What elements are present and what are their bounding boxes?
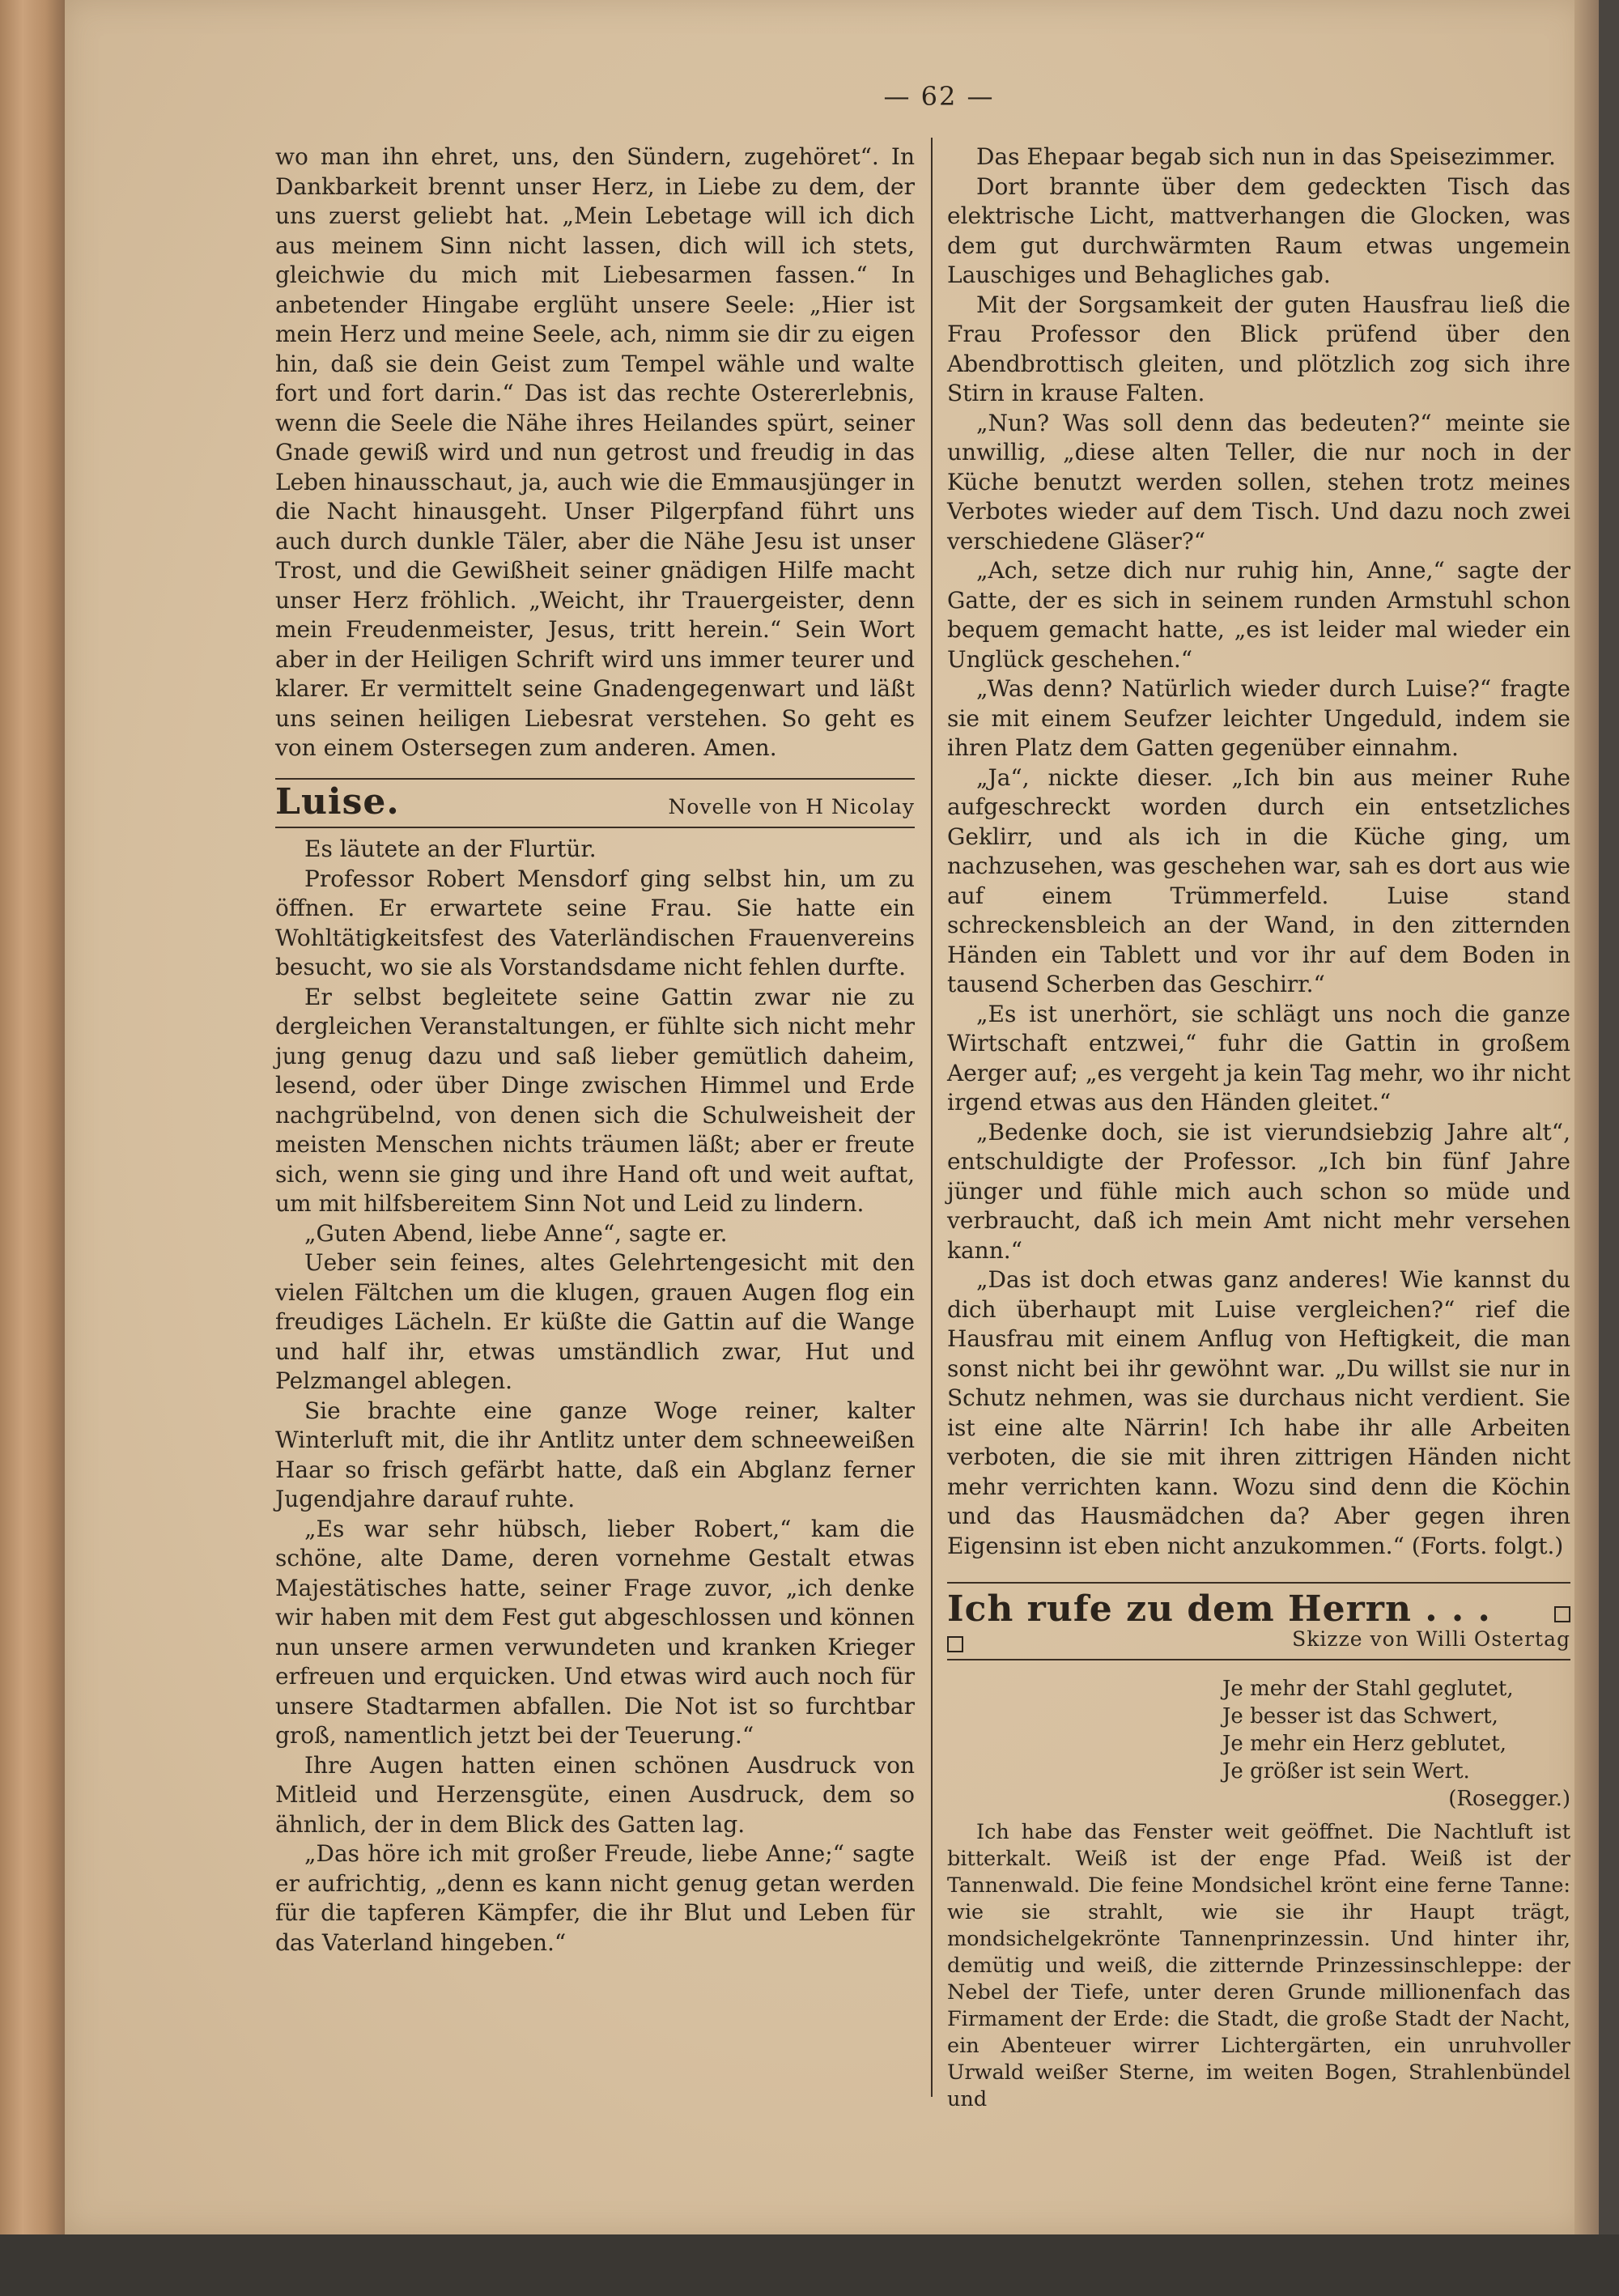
story-title: Luise. xyxy=(275,780,400,823)
sketch-title-row xyxy=(947,1588,1570,1630)
left-column xyxy=(275,142,915,1958)
story-paragraph: Es läutete an der Flurtür. xyxy=(304,835,597,862)
story-paragraph: Sie brachte eine ganze Woge reiner, kalter Winterluft mit, die ihr Antlitz unter dem schneeweißen Haar so frisch gefärbt hatte, daß ein Abglanz ferner Jugendjahre darauf ruhte. xyxy=(275,1397,915,1512)
book-page-edges xyxy=(0,0,65,2296)
story-paragraph: „Was denn? Natürlich wieder durch Luise?“ fragte sie mit einem Seufzer leichter Ungeduld, indem sie ihren Platz dem Gatten gegenüber einnahm. xyxy=(947,675,1570,761)
page-right-edge xyxy=(1574,0,1599,2234)
story-byline: Novelle von H Nicolay xyxy=(668,794,915,818)
page-number: — 62 — xyxy=(883,81,995,112)
story-paragraph: Ihre Augen hatten einen schönen Ausdruck von Mitleid und Herzensgüte, einen Ausdruck, dem so ähnlich, der in dem Blick des Gatten lag. xyxy=(275,1751,915,1838)
story-paragraph: Ueber sein feines, altes Gelehrtengesicht mit den vielen Fältchen um die klugen, grauen Augen flog ein freudiges Lächeln. Er küßte die Gattin auf die Wange und half ihr, etwas umständlich zwar, Hut und Pelzmangel ablegen. xyxy=(275,1249,915,1394)
story-paragraph: „Ach, setze dich nur ruhig hin, Anne,“ sagte der Gatte, der es sich in seinem runden Armstuhl schon bequem gemacht hatte, „es ist leider mal wieder ein Unglück geschehen.“ xyxy=(947,557,1570,673)
poem-line: Je mehr ein Herz geblutet, xyxy=(1222,1732,1506,1756)
sketch-title: Ich rufe zu dem Herrn . . . xyxy=(947,1588,1491,1630)
story-paragraph: „Es ist unerhört, sie schlägt uns noch die ganze Wirtschaft entzwei,“ fuhr die Gattin in großem Aerger auf; „es vergeht ja kein Tag mehr, wo ihr nicht irgend etwas aus den Händen gleitet.“ xyxy=(947,1000,1570,1116)
story-paragraph: Das Ehepaar begab sich nun in das Speisezimmer. xyxy=(976,143,1556,170)
sketch-byline: Skizze von Willi Ostertag xyxy=(1292,1626,1570,1651)
story-paragraph: „Ja“, nickte dieser. „Ich bin aus meiner Ruhe aufgeschreckt worden durch ein entsetzliches Geklirr, und als ich in die Küche ging, um nachzusehen, was geschehen war, sah es dort aus wie auf einem Trümmerfeld. Luise stand schreckensbleich an der Wand, in den zitternden Händen ein Tablett und vor ihr auf dem Boden in tausend Scherben das Geschirr.“ xyxy=(947,763,1570,997)
poem-source: (Rosegger.) xyxy=(1448,1787,1570,1811)
square-ornament-icon xyxy=(1554,1606,1570,1622)
story-paragraph: „Es war sehr hübsch, lieber Robert,“ kam die schöne, alte Dame, deren vornehme Gestalt etwas Majestätisches hatte, seiner Frage zuvor, „ich denke wir haben mit dem Fest gut abgeschlossen und können nun unsere armen verwundeten und kranken Krieger erfreuen und erquicken. Und etwas wird auch noch für unsere Stadtarmen abfallen. Die Not ist so furchtbar groß, namentlich jetzt bei der Teuerung.“ xyxy=(275,1515,915,1749)
poem-line: Je größer ist sein Wert. xyxy=(1222,1759,1470,1784)
poem-line: Je mehr der Stahl geglutet, xyxy=(1222,1677,1514,1701)
column-divider xyxy=(931,138,933,2097)
story-paragraph: „Bedenke doch, sie ist vierundsiebzig Jahre alt“, entschuldigte der Professor. „Ich bin fünf Jahre jünger und fühle mich auch schon so müde und verbraucht, daß ich mein Amt nicht mehr versehen kann.“ xyxy=(947,1118,1570,1264)
poem-line: Je besser ist das Schwert, xyxy=(1222,1704,1498,1728)
story-paragraph: Professor Robert Mensdorf ging selbst hin, um zu öffnen. Er erwartete seine Frau. Sie hatte ein Wohltätigkeitsfest des Vaterländischen Frauenvereins besucht, wo sie als Vorstandsdame nicht fehlen durfte. xyxy=(275,865,915,980)
sketch-paragraph: Ich habe das Fenster weit geöffnet. Die Nachtluft ist bitterkalt. Weiß ist der enge Pfad. Weiß ist der Tannenwald. Die feine Mondsichel krönt eine ferne Tanne: wie sie strahlt, wie sie ihr Haupt trägt, mondsichelgekrönte Tannenprinzessin. Und hinter ihr, demütig und weiß, die zitternde Prinzessinschleppe: der Nebel der Tiefe, unter deren Grunde millionenfach das Firmament der Erde: die Stadt, die große Stadt der Nacht, ein Abenteuer wirrer Lichtergärten, ein unruhvoller Urwald weißer Sterne, im weiten Bogen, Strahlenbündel und xyxy=(947,1820,1570,2111)
story-paragraph: „Nun? Was soll denn das bedeuten?“ meinte sie unwillig, „diese alten Teller, die nur noch in der Küche benutzt werden sollen, stehen trotz meines Verbotes wieder auf dem Tisch. Und dazu noch zwei verschiedene Gläser?“ xyxy=(947,409,1570,555)
story-heading xyxy=(275,778,915,829)
story-paragraph: Er selbst begleitete seine Gattin zwar nie zu dergleichen Veranstaltungen, er fühlte sich nicht mehr jung genug dazu und saß lieber gemütlich daheim, lesend, oder über Dinge zwischen Himmel und Erde nachgrübelnd, von denen sich die Schulweisheit der meisten Menschen nichts träumen läßt; aber er freute sich, wenn sie ging und ihre Hand oft und weit auftat, um mit hilfsbereitem Sinn Not und Leid zu lindern. xyxy=(275,983,915,1217)
story-paragraph: Mit der Sorgsamkeit der guten Hausfrau ließ die Frau Professor den Blick prüfend über den Abendbrottisch gleiten, und plötzlich zog sich ihre Stirn in krause Falten. xyxy=(947,291,1570,406)
sermon-paragraph: wo man ihn ehret, uns, den Sündern, zugehöret“. In Dankbarkeit brennt unser Herz, in Liebe zu dem, der uns zuerst geliebt hat. „Mein Lebetage will ich dich aus meinem Sinn nicht lassen, dich will ich stets, gleichwie du mich mit Liebesarmen fassen.“ In anbetender Hingabe erglüht unsere Seele: „Hier ist mein Herz und meine Seele, ach, nimm sie dir zu eigen hin, daß sie dein Geist zum Tempel wähle und walte fort und fort darin.“ Das ist das rechte Ostererlebnis, wenn die Seele die Nähe ihres Heilandes spürt, seiner Gnade gewiß wird und nun getrost und freudig in das Leben hinausschaut, ja, auch wie die Emmausjünger in die Nacht hinausgeht. Unser Pilgerpfand führt uns auch durch dunkle Täler, aber die Nähe Jesu ist unser Trost, und die Gewißheit seiner gnädigen Hilfe macht unser Herz fröhlich. „Weicht, ihr Trauergeister, denn mein Freudenmeister, Jesus, tritt herein.“ Sein Wort aber in der Heiligen Schrift wird uns immer teurer und klarer. Er vermittelt seine Gnadengegenwart und läßt uns seinen heiligen Liebesrat verstehen. So geht es von einem Ostersegen zum anderen. Amen. xyxy=(275,143,915,761)
scan-bottom-band xyxy=(0,2234,1619,2296)
epigraph-poem xyxy=(947,1675,1570,1813)
sketch-heading xyxy=(947,1582,1570,1664)
right-column xyxy=(947,142,1570,2113)
square-ornament-icon xyxy=(947,1636,963,1652)
story-paragraph: „Guten Abend, liebe Anne“, sagte er. xyxy=(304,1219,728,1247)
story-paragraph: „Das höre ich mit großer Freude, liebe Anne;“ sagte er aufrichtig, „denn es kann nicht genug getan werden für die tapferen Kämpfer, die ihr Blut und Leben für das Vaterland hingeben.“ xyxy=(275,1840,915,1956)
story-paragraph: „Das ist doch etwas ganz anderes! Wie kannst du dich überhaupt mit Luise vergleichen?“ rief die Hausfrau mit einem Anflug von Heftigkeit, die man sonst nicht bei ihr gewöhnt war. „Du willst sie nur in Schutz nehmen, was sie durchaus nicht verdient. Sie ist eine alte Närrin! Ich habe ihr alle Arbeiten verboten, die sie mit ihren zittrigen Händen nicht mehr verrichten kann. Wozu sind denn die Köchin und das Hausmädchen da? Aber gegen ihren Eigensinn ist eben nicht anzukommen.“ (Forts. folgt.) xyxy=(947,1266,1570,1559)
sketch-byline-row xyxy=(947,1625,1570,1661)
story-paragraph: Dort brannte über dem gedeckten Tisch das elektrische Licht, mattverhangen die Glocken, was dem gut durchwärmten Raum etwas ungemein Lauschiges und Behagliches gab. xyxy=(947,172,1570,288)
